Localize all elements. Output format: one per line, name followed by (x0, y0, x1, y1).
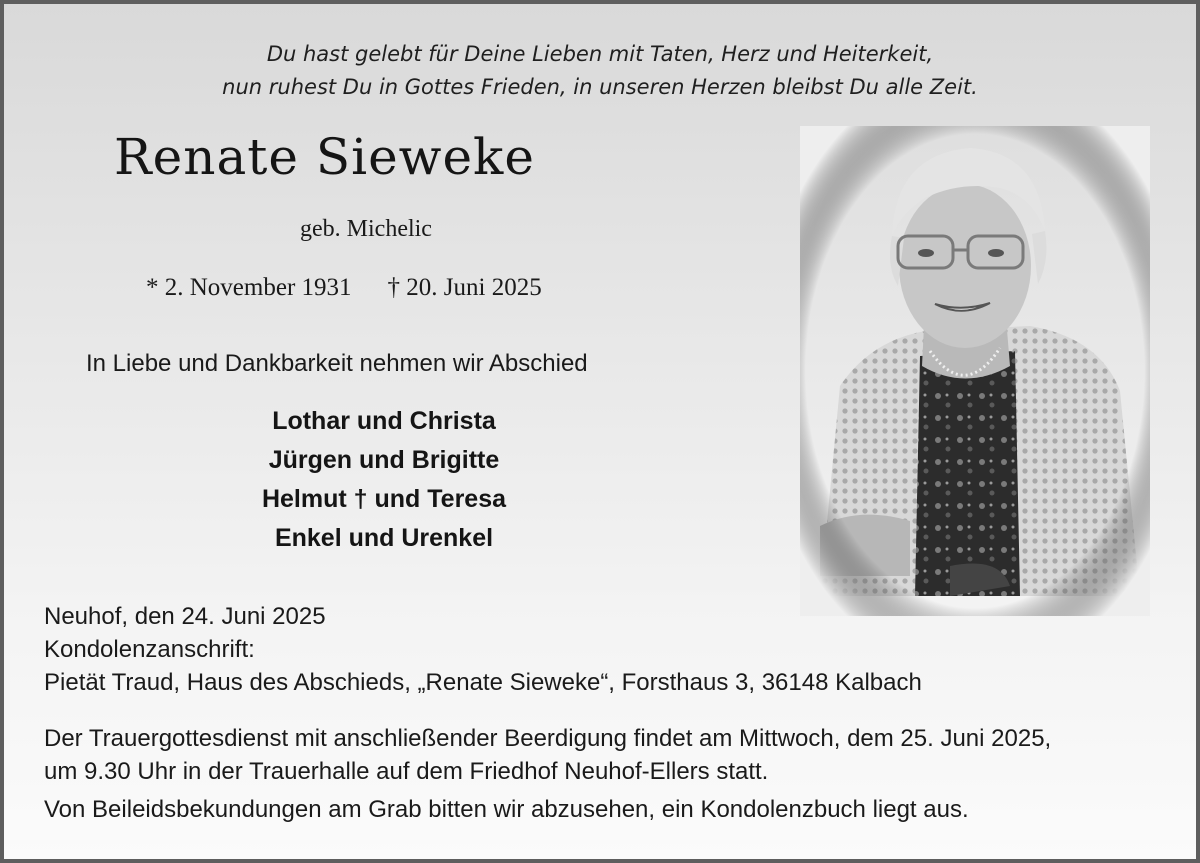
place-and-address (44, 600, 922, 699)
motto-line-1: Du hast gelebt für Deine Lieben mit Taten, Herz und Heiterkeit, (266, 42, 934, 66)
mourner-name: Jürgen und Brigitte (268, 446, 500, 474)
farewell-intro: In Liebe und Dankbarkeit nehmen wir Abschied (86, 350, 588, 377)
portrait-photo (800, 126, 1150, 616)
mourner-name: Enkel und Urenkel (274, 524, 494, 552)
mourner-name: Lothar und Christa (272, 407, 496, 435)
condolence-address: Pietät Traud, Haus des Abschieds, „Renate Sieweke“, Forsthaus 3, 36148 Kalbach (44, 669, 922, 696)
place-date: Neuhof, den 24. Juni 2025 (44, 603, 326, 630)
birth-name: geb. Michelic (300, 216, 432, 242)
motto-line-2: nun ruhest Du in Gottes Frieden, in unseren Herzen bleibst Du alle Zeit. (222, 75, 978, 99)
motto (4, 38, 1196, 104)
funeral-service-info (44, 722, 1051, 788)
birth-date: * 2. November 1931 (146, 274, 352, 301)
condolence-label: Kondolenzanschrift: (44, 636, 255, 663)
deceased-name: Renate Sieweke (114, 128, 535, 186)
service-line-1: Der Trauergottesdienst mit anschließender Beerdigung findet am Mittwoch, dem 25. Juni 2025, (44, 725, 1052, 752)
condolence-note: Von Beileidsbekundungen am Grab bitten wir abzusehen, ein Kondolenzbuch liegt aus. (44, 796, 969, 823)
mourner-name: Helmut † und Teresa (261, 485, 507, 513)
mourners-list (184, 402, 584, 558)
service-line-2: um 9.30 Uhr in der Trauerhalle auf dem Friedhof Neuhof-Ellers statt. (44, 758, 769, 785)
death-date: † 20. Juni 2025 (387, 274, 542, 301)
life-dates (146, 274, 542, 302)
obituary-card (4, 4, 1196, 859)
